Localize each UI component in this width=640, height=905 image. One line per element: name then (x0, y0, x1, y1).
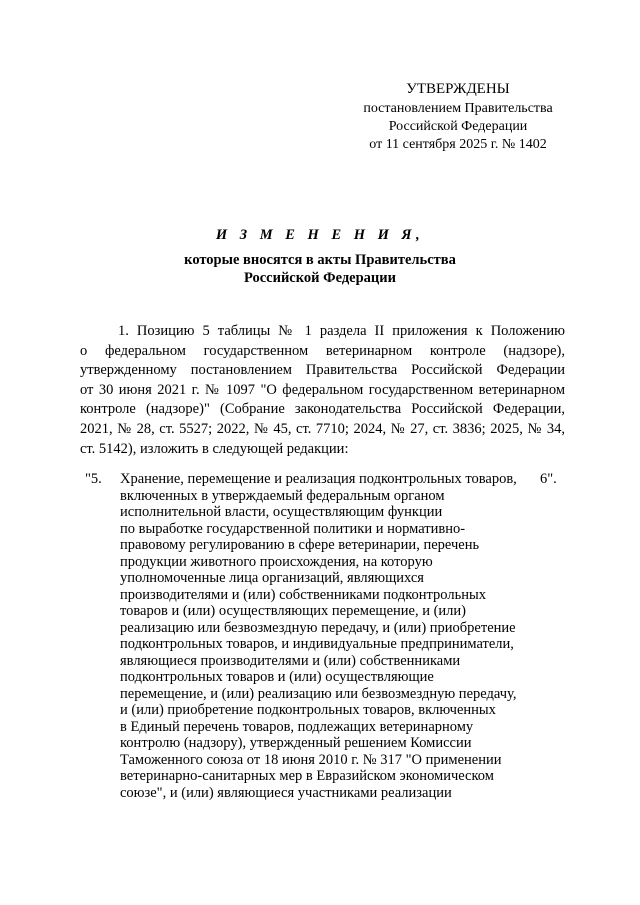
position-line: союзе", и (или) являющиеся участниками реализации (120, 784, 452, 801)
position-line: Таможенного союза от 18 июня 2010 г. № 317 "О применении (120, 751, 502, 768)
position-line: в Единый перечень товаров, подлежащих ветеринарному (120, 718, 474, 735)
position-line: ветеринарно-санитарных мер в Евразийском экономическом (120, 768, 494, 784)
subtitle-line: Российской Федерации (243, 270, 396, 286)
position-line: и (или) приобретение подконтрольных товаров, включенных (120, 702, 496, 718)
position-value: 6". (540, 471, 557, 487)
position-line: исполнительной власти, осуществляющим функции (120, 504, 443, 520)
approval-line: Российской Федерации (388, 119, 528, 134)
paragraph-line: ст. 5142), изложить в следующей редакции: (80, 440, 349, 457)
position-line: включенных в утверждаемый федеральным органом (120, 487, 445, 504)
position-line: подконтрольных товаров, и индивидуальные предприниматели, (120, 636, 514, 652)
document-title: И З М Е Н Е Н И Я, (215, 227, 425, 243)
position-line: товаров и (или) осуществляющих перемещение, и (или) (120, 603, 467, 619)
subtitle-line: которые вносятся в акты Правительства (184, 252, 456, 268)
position-line: являющиеся производителями и (или) собственниками (120, 652, 461, 669)
position-line: реализацию или безвозмездную передачу, и (или) приобретение (120, 619, 516, 636)
approval-line: постановлением Правительства (363, 101, 553, 116)
approval-line: от 11 сентября 2025 г. № 1402 (369, 137, 547, 152)
position-line: контролю (надзору), утвержденный решением Комиссии (120, 735, 472, 751)
paragraph-line: 2021, № 28, ст. 5527; 2022, № 45, ст. 7710; 2024, № 27, ст. 3836; 2025, № 34, (80, 420, 565, 437)
paragraph-line: от 30 июня 2021 г. № 1097 "О федеральном государственном ветеринарном (80, 381, 565, 398)
paragraph-line: о федеральном государственном ветеринарном контроле (надзоре), (80, 342, 565, 359)
position-text (120, 471, 540, 801)
position-line: подконтрольных товаров и (или) осуществляющие (120, 669, 434, 685)
paragraph-line: 1. Позицию 5 таблицы № 1 раздела II приложения к Положению (118, 323, 565, 339)
paragraph-line: контроле (надзоре)" (Собрание законодательства Российской Федерации, (80, 401, 565, 418)
document-subtitle (0, 251, 640, 287)
position-line: Хранение, перемещение и реализация подконтрольных товаров, (120, 471, 517, 487)
position-line: правовому регулированию в сфере ветеринарии, перечень (120, 537, 480, 553)
position-line: перемещение, и (или) реализацию или безвозмездную передачу, (120, 685, 517, 702)
approval-heading: УТВЕРЖДЕНЫ (406, 81, 510, 97)
approval-block (340, 80, 576, 154)
paragraph-line: утвержденному постановлением Правительства Российской Федерации (80, 362, 565, 379)
position-line: производителями и (или) собственниками подконтрольных (120, 586, 486, 603)
position-line: по выработке государственной политики и нормативно- (120, 520, 466, 537)
position-line: продукции животного происхождения, на которую (120, 553, 433, 570)
paragraph-1 (80, 322, 565, 459)
position-line: уполномоченные лица организаций, являющихся (120, 570, 424, 586)
position-number: "5. (85, 471, 102, 487)
